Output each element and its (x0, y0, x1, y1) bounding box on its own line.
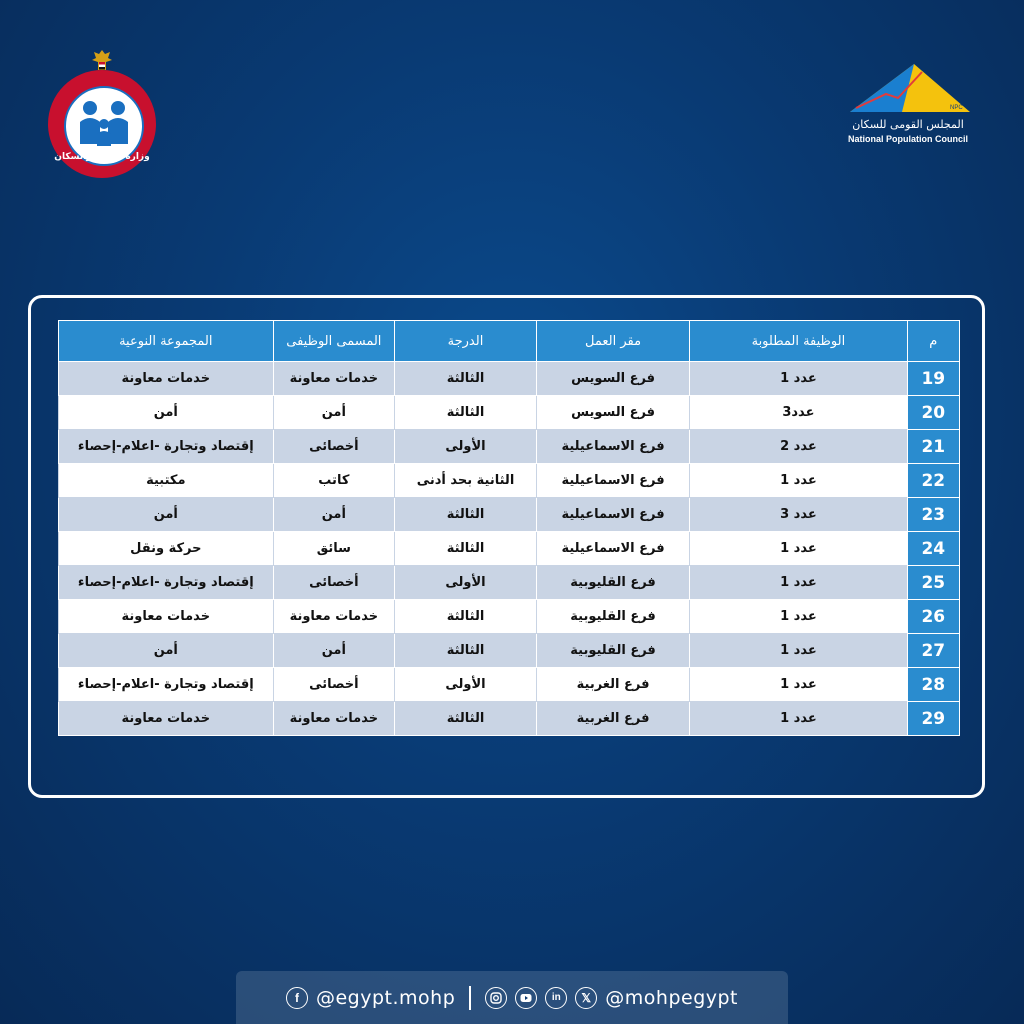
row-title: أمن (273, 634, 394, 668)
social-footer (236, 971, 788, 1024)
row-title: أمن (273, 396, 394, 430)
row-job: عدد 1 (690, 634, 907, 668)
table-row (59, 396, 960, 430)
row-job: عدد 3 (690, 498, 907, 532)
row-place: فرع السويس (536, 362, 689, 396)
row-title: أخصائى (273, 668, 394, 702)
row-place: فرع القليوبية (536, 566, 689, 600)
pyramid-icon (846, 60, 970, 116)
header-group: المجموعة النوعية (59, 321, 274, 362)
row-job: عدد 1 (690, 362, 907, 396)
row-number: 20 (907, 396, 959, 430)
row-number: 27 (907, 634, 959, 668)
row-number: 26 (907, 600, 959, 634)
table-row (59, 532, 960, 566)
row-grade: الثالثة (395, 634, 537, 668)
table-row (59, 362, 960, 396)
jobs-table (58, 320, 960, 736)
npc-name-en: National Population Council (848, 134, 968, 144)
row-grade: الثالثة (395, 396, 537, 430)
header-place: مقر العمل (536, 321, 689, 362)
row-place: فرع الغربية (536, 702, 689, 736)
npc-badge: NPC (950, 105, 963, 111)
row-group: مكتبية (59, 464, 274, 498)
row-place: فرع الاسماعيلية (536, 532, 689, 566)
ministry-name-ar: وزارة الصحة والسكان (54, 152, 150, 162)
row-group: حركة ونقل (59, 532, 274, 566)
row-job: عدد 1 (690, 532, 907, 566)
row-group: أمن (59, 634, 274, 668)
row-place: فرع السويس (536, 396, 689, 430)
facebook-icon[interactable]: f (286, 987, 308, 1009)
table-row (59, 702, 960, 736)
table-row (59, 498, 960, 532)
header-job: الوظيفة المطلوبة (690, 321, 907, 362)
row-title: خدمات معاونة (273, 702, 394, 736)
ministry-logo (44, 48, 160, 172)
row-job: عدد 1 (690, 566, 907, 600)
table-row (59, 464, 960, 498)
row-grade: الثالثة (395, 600, 537, 634)
row-grade: الثانية بحد أدنى (395, 464, 537, 498)
row-number: 28 (907, 668, 959, 702)
row-place: فرع الاسماعيلية (536, 430, 689, 464)
social-handle[interactable]: @mohpegypt (605, 986, 739, 1009)
row-grade: الثالثة (395, 362, 537, 396)
row-place: فرع الغربية (536, 668, 689, 702)
row-group: إقتصاد وتجارة -اعلام-إحصاء (59, 668, 274, 702)
row-grade: الأولى (395, 430, 537, 464)
linkedin-icon[interactable]: in (545, 987, 567, 1009)
facebook-handle[interactable]: @egypt.mohp (315, 986, 456, 1009)
row-grade: الثالثة (395, 498, 537, 532)
x-icon[interactable]: 𝕏 (575, 987, 597, 1009)
row-place: فرع الاسماعيلية (536, 464, 689, 498)
row-place: فرع القليوبية (536, 634, 689, 668)
row-job: عدد 1 (690, 600, 907, 634)
row-title: خدمات معاونة (273, 600, 394, 634)
row-grade: الثالثة (395, 532, 537, 566)
row-grade: الأولى (395, 668, 537, 702)
row-title: خدمات معاونة (273, 362, 394, 396)
row-number: 25 (907, 566, 959, 600)
row-number: 29 (907, 702, 959, 736)
table-header-row (59, 321, 960, 362)
header-grade: الدرجة (395, 321, 537, 362)
header-title: المسمى الوظيفى (273, 321, 394, 362)
npc-name-ar: المجلس القومى للسكان (852, 118, 964, 131)
row-number: 19 (907, 362, 959, 396)
row-place: فرع الاسماعيلية (536, 498, 689, 532)
row-number: 23 (907, 498, 959, 532)
row-job: عدد 2 (690, 430, 907, 464)
table-row (59, 430, 960, 464)
header-num: م (907, 321, 959, 362)
row-number: 21 (907, 430, 959, 464)
row-title: كاتب (273, 464, 394, 498)
row-group: خدمات معاونة (59, 362, 274, 396)
table-row (59, 668, 960, 702)
row-group: أمن (59, 498, 274, 532)
row-group: إقتصاد وتجارة -اعلام-إحصاء (59, 566, 274, 600)
divider (469, 986, 471, 1010)
row-job: عدد 1 (690, 702, 907, 736)
row-grade: الثالثة (395, 702, 537, 736)
row-place: فرع القليوبية (536, 600, 689, 634)
row-number: 22 (907, 464, 959, 498)
row-job: عدد3 (690, 396, 907, 430)
row-group: إقتصاد وتجارة -اعلام-إحصاء (59, 430, 274, 464)
row-group: أمن (59, 396, 274, 430)
row-grade: الأولى (395, 566, 537, 600)
npc-logo (846, 60, 976, 150)
row-job: عدد 1 (690, 668, 907, 702)
youtube-icon[interactable] (515, 987, 537, 1009)
instagram-icon[interactable] (485, 987, 507, 1009)
row-group: خدمات معاونة (59, 600, 274, 634)
table-row (59, 600, 960, 634)
table-row (59, 566, 960, 600)
row-title: سائق (273, 532, 394, 566)
row-title: أخصائى (273, 430, 394, 464)
row-job: عدد 1 (690, 464, 907, 498)
row-title: أمن (273, 498, 394, 532)
row-number: 24 (907, 532, 959, 566)
row-group: خدمات معاونة (59, 702, 274, 736)
table-row (59, 634, 960, 668)
row-title: أخصائى (273, 566, 394, 600)
